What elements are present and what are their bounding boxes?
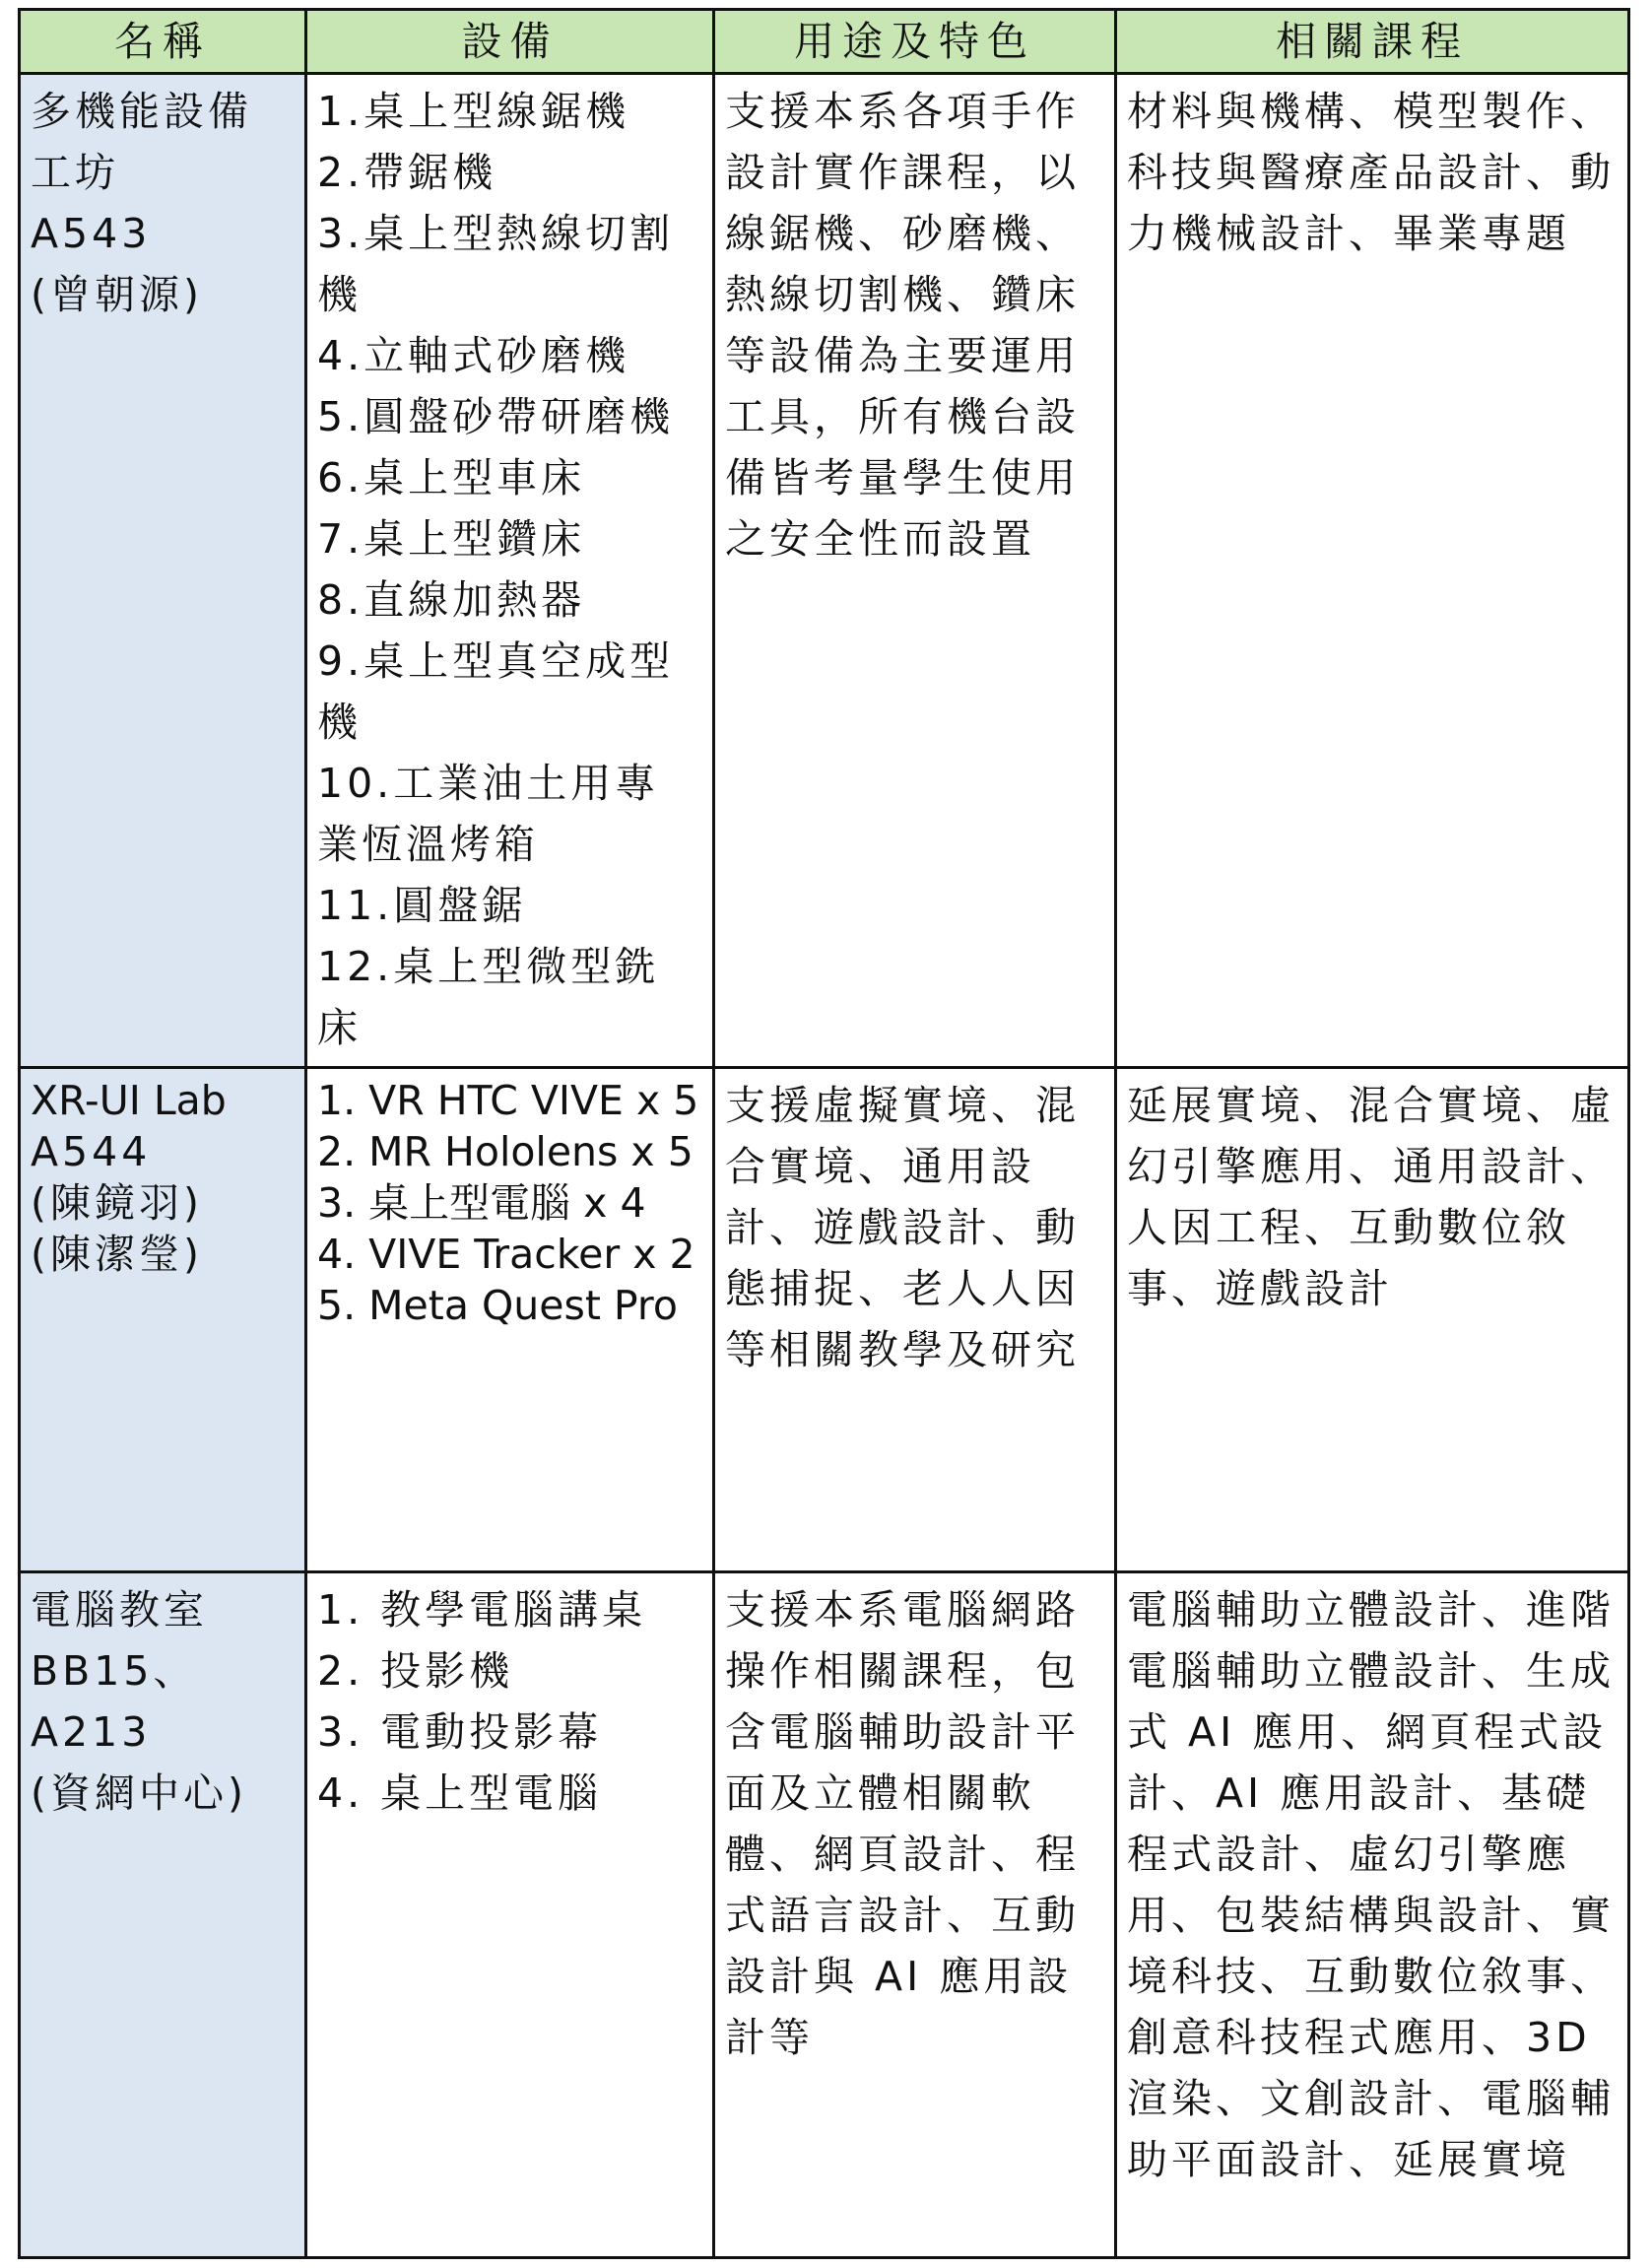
courses-cell	[1116, 1068, 1629, 1572]
purpose-text: 支援本系電腦網路操作相關課程，包含電腦輔助設計平面及立體相關軟體、網頁設計、程式語言設計、互動設計與 AI 應用設計等	[725, 1586, 1080, 2061]
equipment-item: 1. 教學電腦講桌	[317, 1586, 647, 1634]
equipment-item: 1. VR HTC VIVE x 5	[317, 1077, 699, 1124]
facility-manager: (曾朝源)	[31, 271, 203, 318]
header-courses: 相關課程	[1116, 10, 1629, 74]
header-row	[20, 10, 1629, 74]
equipment-item: 4.立軸式砂磨機	[317, 332, 630, 379]
purpose-cell	[714, 1068, 1116, 1572]
table-body	[20, 74, 1629, 2258]
facility-room: A543	[31, 210, 152, 257]
table-header	[20, 10, 1629, 74]
purpose-cell	[714, 1572, 1116, 2258]
equipment-item: 3.桌上型熱線切割機	[317, 210, 675, 318]
facility-manager: (陳潔瑩)	[31, 1231, 203, 1278]
equipment-item: 7.桌上型鑽床	[317, 515, 586, 563]
purpose-text: 支援本系各項手作設計實作課程，以線鋸機、砂磨機、熱線切割機、鑽床等設備為主要運用工具，所有機台設備皆考量學生使用之安全性而設置	[725, 88, 1080, 563]
facility-name-cell	[20, 1068, 306, 1572]
courses-text: 材料與機構、模型製作、科技與醫療產品設計、動力機械設計、畢業專題	[1127, 88, 1615, 257]
courses-text: 電腦輔助立體設計、進階電腦輔助立體設計、生成式 AI 應用、網頁程式設計、AI 應用設計、基礎程式設計、虛幻引擎應用、包裝結構與設計、實境科技、互動數位敘事、創意科技程式應用、3D 渲染、文創設計、電腦輔助平面設計、延展實境	[1127, 1586, 1615, 2183]
equipment-item: 9.桌上型真空成型機	[317, 637, 675, 746]
header-equipment: 設備	[306, 10, 714, 74]
header-purpose: 用途及特色	[714, 10, 1116, 74]
facility-room: A544	[31, 1128, 152, 1175]
facility-manager: (資網中心)	[31, 1769, 247, 1817]
equipment-item: 3. 桌上型電腦 x 4	[317, 1179, 646, 1227]
equipment-item: 6.桌上型車床	[317, 454, 586, 501]
equipment-item: 10.工業油土用專業恆溫烤箱	[317, 760, 660, 868]
equipment-item: 1.桌上型線鋸機	[317, 88, 630, 135]
equipment-item: 5. Meta Quest Pro	[317, 1282, 678, 1329]
equipment-item: 2. 投影機	[317, 1647, 514, 1695]
facility-name-line: 工坊	[31, 149, 119, 196]
equipment-item: 4. 桌上型電腦	[317, 1769, 603, 1817]
table-row	[20, 1572, 1629, 2258]
equipment-item: 5.圓盤砂帶研磨機	[317, 393, 675, 440]
table-row	[20, 1068, 1629, 1572]
purpose-cell	[714, 74, 1116, 1068]
facility-name-line: XR-UI Lab	[31, 1077, 227, 1124]
facility-room: BB15、	[31, 1647, 198, 1695]
equipment-cell	[306, 1068, 714, 1572]
facility-name-line: 電腦教室	[31, 1586, 208, 1634]
equipment-item: 12.桌上型微型銑床	[317, 943, 660, 1051]
equipment-item: 2. MR Hololens x 5	[317, 1128, 694, 1175]
header-name: 名稱	[20, 10, 306, 74]
equipment-item: 8.直線加熱器	[317, 576, 586, 624]
purpose-text: 支援虛擬實境、混合實境、通用設計、遊戲設計、動態捕捉、老人人因等相關教學及研究	[725, 1082, 1080, 1373]
courses-cell	[1116, 1572, 1629, 2258]
equipment-cell	[306, 74, 714, 1068]
facility-name-cell	[20, 74, 306, 1068]
equipment-item: 3. 電動投影幕	[317, 1708, 603, 1756]
facility-room: A213	[31, 1708, 152, 1756]
equipment-cell	[306, 1572, 714, 2258]
courses-text: 延展實境、混合實境、虛幻引擎應用、通用設計、人因工程、互動數位敘事、遊戲設計	[1127, 1082, 1615, 1312]
table-row	[20, 74, 1629, 1068]
facility-manager: (陳鏡羽)	[31, 1179, 203, 1227]
equipment-item: 2.帶鋸機	[317, 149, 497, 196]
courses-cell	[1116, 74, 1629, 1068]
facility-table	[18, 8, 1630, 2259]
equipment-item: 4. VIVE Tracker x 2	[317, 1231, 695, 1278]
facility-name-cell	[20, 1572, 306, 2258]
facility-name-line: 多機能設備	[31, 88, 252, 135]
equipment-item: 11.圓盤鋸	[317, 882, 527, 929]
